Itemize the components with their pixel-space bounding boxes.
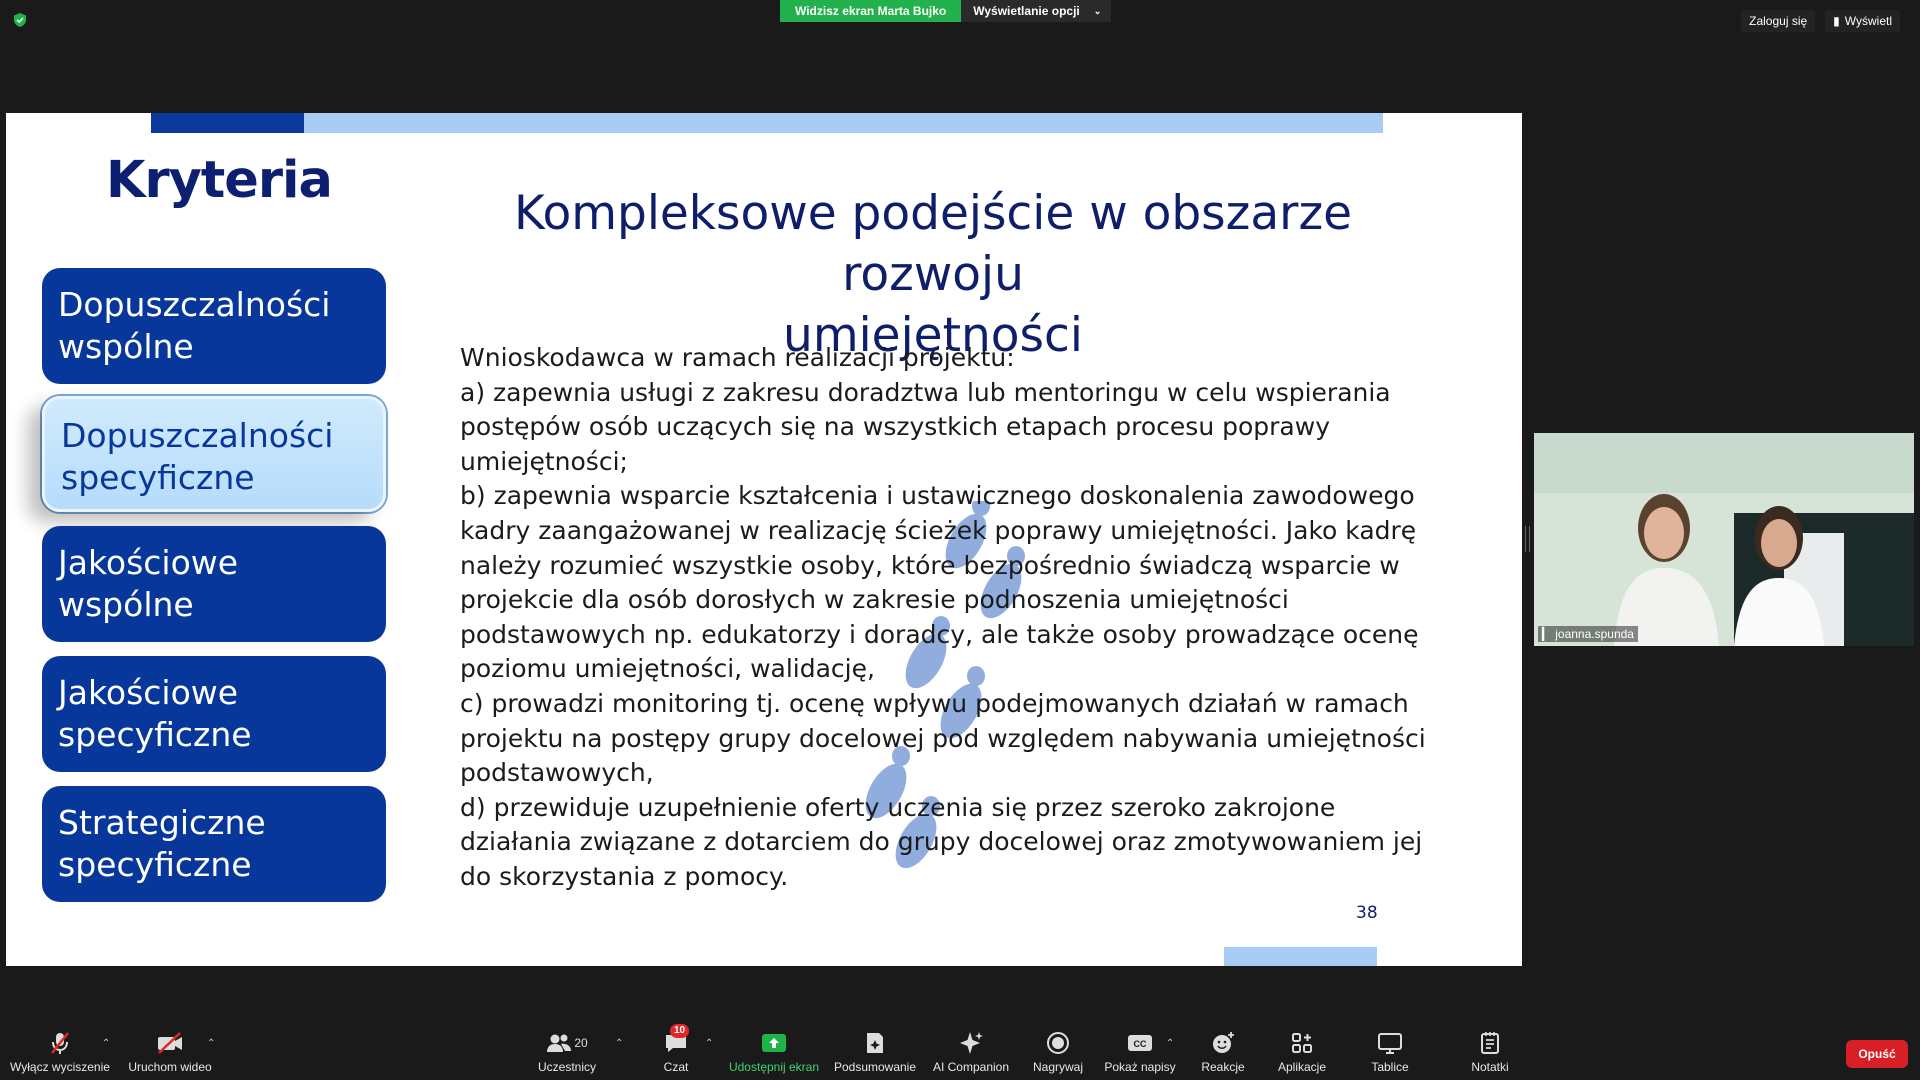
shared-slide [6,113,1522,966]
nav-box-jakosciowe-specyficzne [42,656,386,772]
apps-icon [1290,1031,1314,1055]
video-options-caret-icon[interactable]: ⌃ [207,1038,216,1049]
ai-sparkle-icon [958,1030,984,1056]
captions-label: Pokaż napisy [1104,1060,1176,1074]
chat-unread-badge: 10 [670,1024,689,1038]
nav-label-line2: wspólne [58,327,194,366]
nav-label-line1: Jakościowe [58,673,239,712]
nav-box-strategiczne-specyficzne [42,786,386,902]
participants-caret-icon[interactable]: ⌃ [615,1038,624,1049]
reactions-button[interactable] [1196,1028,1250,1074]
view-label: Wyświetl [1844,14,1892,28]
share-screen-icon [761,1032,787,1054]
body-point-d: d) przewiduje uzupełnienie oferty uczenia się przez szeroko zakrojone działania związane z dotarciem do grupy docelowej oraz zmotywowaniem jej do skorzystania z pomocy. [460,792,1423,891]
nav-box-jakosciowe-wspolne [42,526,386,642]
section-title: Kryteria [106,151,332,210]
record-icon [1046,1031,1070,1055]
participant-name: joanna.spunda [1555,627,1634,641]
body-point-b: b) zapewnia wsparcie kształcenia i ustawicznego doskonalenia zawodowego kadry zaangażowanej w realizację ścieżek poprawy umiejętności. Jako kadrę należy rozumieć wszystkie osoby, które bezpośrednio świadczą wsparcie w projekcie dla osób dorosłych w zakresie podnoszenia umiejętności podstawowych np. edukatorzy i doradcy, ale także osoby prowadzące ocenę poziomu umiejętności, walidację, [460,481,1419,684]
slide-accent-bar-light [304,113,1383,133]
leave-meeting-button[interactable]: Opuść [1846,1040,1908,1068]
participant-video-tile[interactable] [1534,433,1914,646]
whiteboards-button[interactable] [1360,1028,1420,1074]
unmute-label: Wyłącz wyciszenie [10,1060,110,1074]
notes-label: Notatki [1471,1060,1509,1074]
body-point-a: a) zapewnia usługi z zakresu doradztwa lub mentoringu w celu wspierania postępów osób uczących się na wszystkich etapach procesu poprawy umiejętności; [460,377,1391,476]
slide-body-text [460,341,1450,895]
summary-document-icon [864,1031,886,1055]
captions-button[interactable] [1102,1028,1178,1074]
summary-label: Podsumowanie [833,1060,917,1074]
chat-button[interactable] [650,1025,702,1074]
meeting-toolbar [0,1010,1920,1080]
login-button[interactable] [1741,10,1815,32]
view-options-button[interactable] [961,0,1111,22]
apps-button[interactable] [1272,1028,1332,1074]
record-label: Nagrywaj [1032,1060,1083,1074]
nav-label-line1: Dopuszczalności [58,285,331,324]
nav-label-line1: Dopuszczalności [61,416,334,455]
panel-resize-handle[interactable] [1525,526,1530,552]
slide-title-line1: Kompleksowe podejście w obszarze rozwoju [513,186,1353,302]
share-screen-label: Udostępnij ekran [728,1060,820,1074]
slide-accent-bar-bottom [1224,947,1377,966]
nav-label-line2: specyficzne [61,458,255,497]
signal-bars-icon: ▎ [1542,627,1552,641]
nav-box-dopuszczalnosci-specyficzne [42,396,386,512]
nav-label-line2: specyficzne [58,715,252,754]
participant-name-label [1538,626,1638,642]
start-video-label: Uruchom wideo [128,1060,212,1074]
ai-companion-button[interactable] [930,1028,1012,1074]
notes-icon [1479,1031,1501,1055]
start-video-button[interactable] [120,1028,220,1074]
unmute-button[interactable] [10,1028,110,1074]
reactions-label: Reakcje [1201,1060,1245,1074]
apps-label: Aplikacje [1277,1060,1327,1074]
login-label: Zaloguj się [1749,14,1808,28]
notes-button[interactable] [1460,1028,1520,1074]
summary-button[interactable] [832,1028,918,1074]
screen-share-banner [780,0,1111,22]
participants-icon [546,1032,572,1054]
whiteboards-label: Tablice [1371,1060,1409,1074]
microphone-muted-icon [47,1030,73,1056]
chat-label: Czat [663,1060,689,1074]
view-options-label: Wyświetlanie opcji [973,4,1080,18]
body-point-c: c) prowadzi monitoring tj. ocenę wpływu podejmowanych działań w ramach projektu na postępy grupy docelowej pod względem nabywania umiejętności podstawowych, [460,688,1426,788]
slide-accent-bar-dark [151,113,304,133]
nav-label-line2: wspólne [58,585,194,624]
share-screen-button[interactable] [726,1028,822,1074]
ai-companion-label: AI Companion [932,1060,1010,1074]
video-feed-image [1534,433,1914,646]
reaction-smiley-icon [1210,1030,1236,1056]
slide-title-line2: umiejętności [783,308,1083,363]
participants-label: Uczestnicy [537,1060,596,1074]
sharing-indicator: Widzisz ekran Marta Bujko [780,0,961,22]
svg-text:CC: CC [1133,1039,1147,1049]
captions-caret-icon[interactable]: ⌃ [1166,1038,1175,1049]
nav-label-line2: specyficzne [58,845,252,884]
view-layout-icon: ▮ [1833,14,1840,28]
participants-count: 20 [574,1036,588,1050]
video-camera-off-icon [156,1031,184,1055]
audio-options-caret-icon[interactable]: ⌃ [102,1038,111,1049]
participants-button[interactable] [528,1028,606,1074]
nav-label-line1: Jakościowe [58,543,239,582]
nav-box-dopuszczalnosci-wspolne [42,268,386,384]
nav-label-line1: Strategiczne [58,803,266,842]
chat-caret-icon[interactable]: ⌃ [705,1038,714,1049]
top-right-controls [1741,10,1900,32]
body-intro: Wnioskodawca w ramach realizacji projektu: [460,343,1015,372]
slide-page-number: 38 [1356,903,1378,923]
closed-captions-icon [1127,1033,1153,1053]
chevron-down-icon: ⌄ [1093,6,1102,16]
slide-title [426,183,1440,366]
whiteboard-icon [1377,1031,1403,1055]
record-button[interactable] [1024,1028,1092,1074]
view-button[interactable] [1825,10,1900,32]
security-shield-icon[interactable] [12,12,28,28]
